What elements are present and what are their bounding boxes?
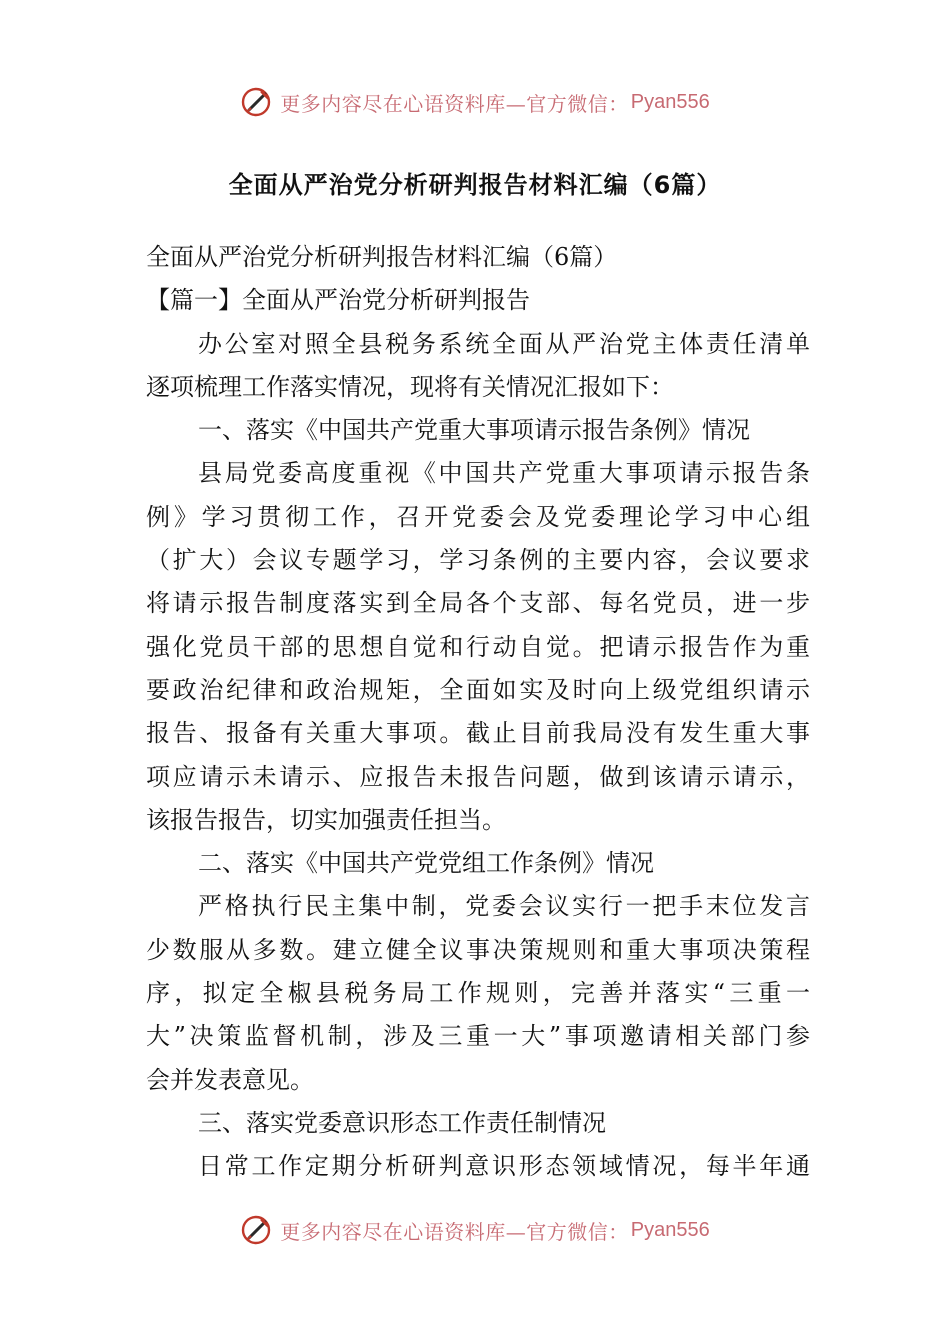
text-line: 县局党委高度重视《中国共产党重大事项请示报告条 [198, 459, 810, 488]
text-line: 会并发表意见。 [146, 1065, 314, 1094]
banner-text: 更多内容尽在心语资料库—官方微信： [280, 1219, 629, 1244]
text-line: 逐项梳理工作落实情况，现将有关情况汇报如下： [146, 372, 674, 401]
text-line: 该报告报告，切实加强责任担当。 [146, 805, 506, 834]
banner-text: 更多内容尽在心语资料库—官方微信： [280, 91, 629, 116]
text-line: 全面从严治党分析研判报告材料汇编（6篇） [146, 243, 618, 271]
text-line: （扩大）会议专题学习，学习条例的主要内容，会议要求 [146, 546, 810, 575]
text-line: 强化党员干部的思想自觉和行动自觉。把请示报告作为重 [146, 632, 810, 661]
section-heading: 【篇一】全面从严治党分析研判报告 [146, 286, 530, 315]
pen-logo-icon [240, 85, 274, 119]
pen-logo-icon [240, 1213, 274, 1247]
document-body [146, 236, 810, 1189]
text-line: 报告、报备有关重大事项。截止目前我局没有发生重大事 [146, 719, 810, 748]
text-line: 大”决策监督机制，涉及三重一大”事项邀请相关部门参 [146, 1022, 810, 1051]
text-line: 严格执行民主集中制，党委会议实行一把手末位发言 [198, 892, 810, 921]
text-line: 例》学习贯彻工作，召开党委会及党委理论学习中心组 [146, 502, 810, 531]
text-line: 办公室对照全县税务系统全面从严治党主体责任清单 [198, 329, 810, 358]
footer-watermark-banner [0, 1208, 950, 1252]
text-line: 要政治纪律和政治规矩，全面如实及时向上级党组织请示 [146, 675, 810, 704]
subsection-heading: 一、落实《中国共产党重大事项请示报告条例》情况 [198, 416, 750, 445]
banner-wechat-id: Pyan556 [630, 90, 710, 113]
header-watermark-banner [0, 80, 950, 124]
text-line: 少数服从多数。建立健全议事决策规则和重大事项决策程 [146, 935, 810, 964]
text-line: 日常工作定期分析研判意识形态领域情况，每半年通 [198, 1152, 810, 1181]
text-line: 项应请示未请示、应报告未报告问题，做到该请示请示， [146, 762, 810, 791]
text-line: 将请示报告制度落实到全局各个支部、每名党员，进一步 [146, 589, 810, 618]
subsection-heading: 三、落实党委意识形态工作责任制情况 [198, 1108, 606, 1137]
text-line: 序，拟定全椒县税务局工作规则，完善并落实“三重一 [146, 979, 810, 1008]
subsection-heading: 二、落实《中国共产党党组工作条例》情况 [198, 849, 654, 878]
banner-wechat-id: Pyan556 [630, 1218, 710, 1241]
document-title: 全面从严治党分析研判报告材料汇编（6篇） [228, 171, 722, 199]
